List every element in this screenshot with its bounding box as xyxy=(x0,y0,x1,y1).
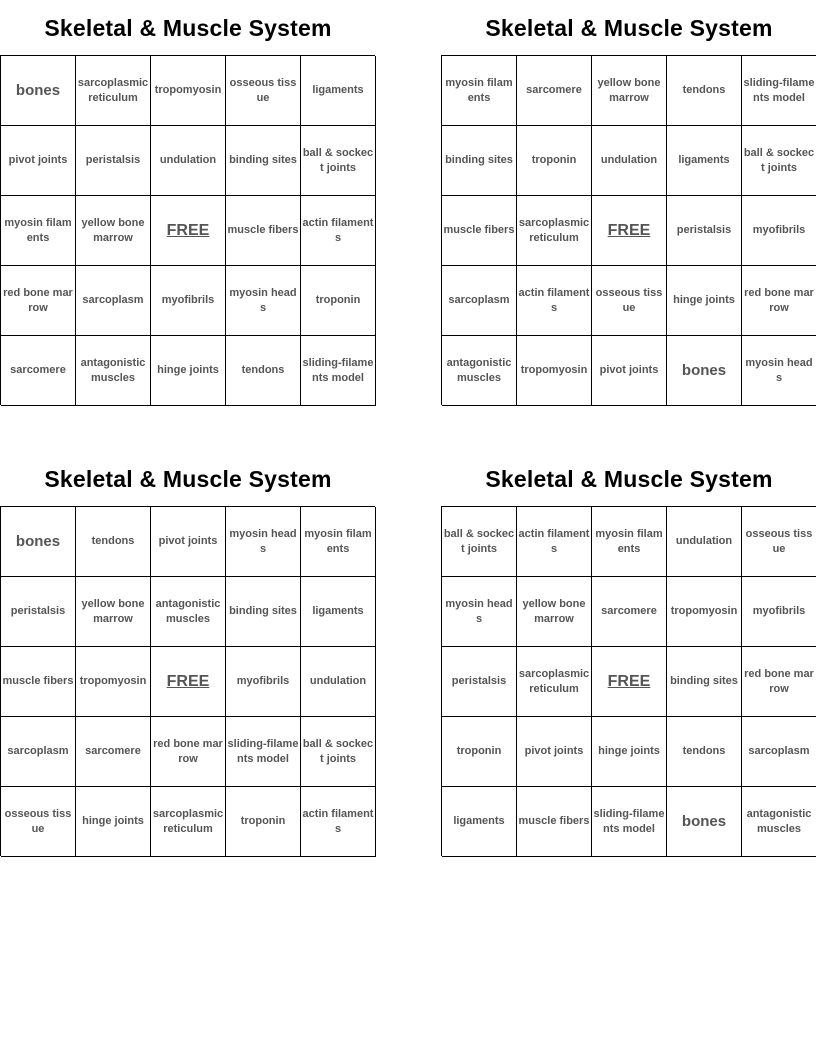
bingo-cell: sarcoplasmic reticulum xyxy=(151,787,226,857)
bingo-cell: tropomyosin xyxy=(151,56,226,126)
bingo-cell: binding sites xyxy=(226,126,301,196)
bingo-cell: sarcomere xyxy=(76,717,151,787)
bingo-cell: undulation xyxy=(301,647,376,717)
bingo-cell: troponin xyxy=(226,787,301,857)
bingo-cell: myofibrils xyxy=(151,266,226,336)
bingo-card-3 xyxy=(0,461,376,835)
bingo-cell: actin filaments xyxy=(517,266,592,336)
bingo-cell: ligaments xyxy=(667,126,742,196)
bingo-card-2 xyxy=(441,10,816,384)
bingo-cell: yellow bone marrow xyxy=(76,196,151,266)
bingo-cell: muscle fibers xyxy=(442,196,517,266)
card-title: Skeletal & Muscle System xyxy=(485,466,773,492)
bingo-cell: bones xyxy=(667,787,742,857)
bingo-cell: bones xyxy=(667,336,742,406)
bingo-cell: myosin filaments xyxy=(1,196,76,266)
bingo-cell: myosin heads xyxy=(226,266,301,336)
bingo-cell: ball & sockect joints xyxy=(301,717,376,787)
bingo-cell: pivot joints xyxy=(1,126,76,196)
bingo-cell: ligaments xyxy=(301,577,376,647)
bingo-cell: antagonistic muscles xyxy=(76,336,151,406)
bingo-cell: myofibrils xyxy=(226,647,301,717)
bingo-cell: undulation xyxy=(151,126,226,196)
bingo-cell: actin filaments xyxy=(517,507,592,577)
bingo-cell: ligaments xyxy=(301,56,376,126)
bingo-grid xyxy=(0,506,375,856)
bingo-cell: sliding-filaments model xyxy=(592,787,667,857)
bingo-cell: red bone marrow xyxy=(742,266,816,336)
bingo-cell: peristalsis xyxy=(442,647,517,717)
bingo-cell: undulation xyxy=(667,507,742,577)
bingo-cell: red bone marrow xyxy=(742,647,816,717)
bingo-cell: red bone marrow xyxy=(151,717,226,787)
bingo-card-4 xyxy=(441,461,816,835)
bingo-cell: pivot joints xyxy=(517,717,592,787)
bingo-cell: tendons xyxy=(667,56,742,126)
bingo-cell: pivot joints xyxy=(151,507,226,577)
bingo-cell: muscle fibers xyxy=(517,787,592,857)
bingo-cell: undulation xyxy=(592,126,667,196)
bingo-cell: hinge joints xyxy=(592,717,667,787)
bingo-cell: tropomyosin xyxy=(517,336,592,406)
card-title: Skeletal & Muscle System xyxy=(44,466,332,492)
card-title: Skeletal & Muscle System xyxy=(485,15,773,41)
bingo-cell: actin filaments xyxy=(301,196,376,266)
bingo-cell: sarcomere xyxy=(1,336,76,406)
free-space: FREE xyxy=(151,647,226,717)
bingo-cell: peristalsis xyxy=(667,196,742,266)
bingo-cell: muscle fibers xyxy=(1,647,76,717)
bingo-cell: hinge joints xyxy=(151,336,226,406)
free-space: FREE xyxy=(151,196,226,266)
bingo-cell: actin filaments xyxy=(301,787,376,857)
bingo-cell: sliding-filaments model xyxy=(226,717,301,787)
bingo-cell: troponin xyxy=(517,126,592,196)
bingo-cell: pivot joints xyxy=(592,336,667,406)
bingo-cell: bones xyxy=(1,56,76,126)
bingo-cell: tendons xyxy=(76,507,151,577)
bingo-cell: sliding-filaments model xyxy=(301,336,376,406)
bingo-cell: osseous tissue xyxy=(592,266,667,336)
bingo-cell: troponin xyxy=(301,266,376,336)
bingo-cell: ball & sockect joints xyxy=(442,507,517,577)
bingo-grid xyxy=(441,506,816,856)
bingo-cell: hinge joints xyxy=(76,787,151,857)
bingo-cell: myosin heads xyxy=(742,336,816,406)
bingo-cell: sliding-filaments model xyxy=(742,56,816,126)
bingo-cell: peristalsis xyxy=(1,577,76,647)
bingo-cell: myosin filaments xyxy=(592,507,667,577)
card-title: Skeletal & Muscle System xyxy=(44,15,332,41)
bingo-cell: antagonistic muscles xyxy=(742,787,816,857)
bingo-cell: tendons xyxy=(667,717,742,787)
bingo-cell: antagonistic muscles xyxy=(442,336,517,406)
bingo-cell: tropomyosin xyxy=(667,577,742,647)
bingo-grid xyxy=(441,55,816,405)
bingo-cell: yellow bone marrow xyxy=(517,577,592,647)
bingo-cell: antagonistic muscles xyxy=(151,577,226,647)
bingo-cell: ball & sockect joints xyxy=(742,126,816,196)
bingo-cell: yellow bone marrow xyxy=(592,56,667,126)
bingo-cell: sarcoplasm xyxy=(442,266,517,336)
bingo-cell: yellow bone marrow xyxy=(76,577,151,647)
bingo-cell: sarcoplasm xyxy=(742,717,816,787)
bingo-cell: ligaments xyxy=(442,787,517,857)
bingo-cell: sarcomere xyxy=(517,56,592,126)
bingo-cell: myosin heads xyxy=(442,577,517,647)
bingo-cell: sarcoplasm xyxy=(76,266,151,336)
bingo-cell: tropomyosin xyxy=(76,647,151,717)
bingo-cell: myofibrils xyxy=(742,577,816,647)
bingo-cell: myosin filaments xyxy=(301,507,376,577)
bingo-cell: myosin filaments xyxy=(442,56,517,126)
free-space: FREE xyxy=(592,647,667,717)
bingo-cell: red bone marrow xyxy=(1,266,76,336)
bingo-cell: binding sites xyxy=(226,577,301,647)
bingo-cell: ball & sockect joints xyxy=(301,126,376,196)
bingo-cell: binding sites xyxy=(442,126,517,196)
bingo-cell: tendons xyxy=(226,336,301,406)
bingo-cell: troponin xyxy=(442,717,517,787)
bingo-cell: osseous tissue xyxy=(742,507,816,577)
free-space: FREE xyxy=(592,196,667,266)
bingo-card-1 xyxy=(0,10,376,384)
bingo-cell: sarcoplasmic reticulum xyxy=(517,647,592,717)
bingo-cell: sarcoplasmic reticulum xyxy=(76,56,151,126)
bingo-cell: bones xyxy=(1,507,76,577)
bingo-cell: sarcoplasm xyxy=(1,717,76,787)
bingo-cell: osseous tissue xyxy=(226,56,301,126)
bingo-cell: sarcoplasmic reticulum xyxy=(517,196,592,266)
bingo-cell: myosin heads xyxy=(226,507,301,577)
bingo-cell: peristalsis xyxy=(76,126,151,196)
bingo-cell: osseous tissue xyxy=(1,787,76,857)
bingo-cell: myofibrils xyxy=(742,196,816,266)
bingo-grid xyxy=(0,55,375,405)
bingo-cell: muscle fibers xyxy=(226,196,301,266)
bingo-cell: hinge joints xyxy=(667,266,742,336)
bingo-cell: sarcomere xyxy=(592,577,667,647)
bingo-cell: binding sites xyxy=(667,647,742,717)
